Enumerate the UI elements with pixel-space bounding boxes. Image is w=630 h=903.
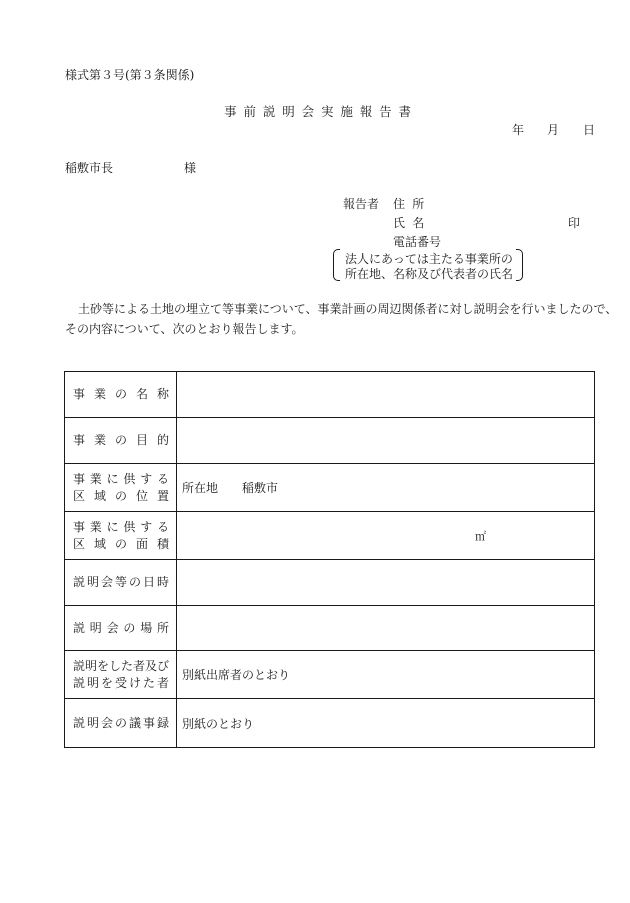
table-row — [65, 606, 595, 651]
date-month-label: 月 — [547, 123, 560, 137]
body-text-line2: その内容について、次のとおり報告します。 — [65, 322, 304, 336]
attendees-field[interactable]: 別紙出席者のとおり — [177, 651, 595, 699]
table-row — [65, 418, 595, 464]
reporter-label: 報告者 — [343, 197, 380, 211]
row-label-meeting-datetime: 説明会等の日時 — [65, 560, 177, 606]
date-year-label: 年 — [512, 123, 525, 137]
reporter-phone-label: 電話番号 — [393, 235, 442, 249]
area-location-field[interactable] — [177, 464, 595, 512]
table-row — [65, 651, 595, 699]
row-label-project-name: 事業の名称 — [65, 372, 177, 418]
area-size-field[interactable] — [177, 512, 595, 560]
left-bracket — [333, 249, 340, 281]
row-label-minutes: 説明会の議事録 — [65, 699, 177, 748]
table-row — [65, 464, 595, 512]
reporter-name-label: 氏名 — [393, 216, 432, 230]
document-title: 事前説明会実施報告書 — [224, 104, 418, 119]
table-row — [65, 512, 595, 560]
location-city: 稲敷市 — [242, 481, 279, 495]
table-row — [65, 699, 595, 748]
form-number: 様式第３号(第３条関係) — [65, 68, 195, 82]
square-meter-unit: ㎡ — [475, 529, 486, 543]
row-label-attendees: 説明をした者及び 説明を受けた者 — [65, 651, 177, 699]
row-label-project-purpose: 事業の目的 — [65, 418, 177, 464]
seal-mark: 印 — [568, 216, 581, 230]
project-purpose-field[interactable] — [177, 418, 595, 464]
report-table — [64, 371, 595, 748]
right-bracket — [516, 249, 523, 281]
reporter-address-label: 住所 — [393, 197, 432, 211]
minutes-field[interactable]: 別紙のとおり — [177, 699, 595, 748]
table-row — [65, 372, 595, 418]
addressee-name: 稲敷市長 — [65, 161, 114, 175]
date-day-label: 日 — [583, 123, 596, 137]
addressee-honorific: 様 — [184, 161, 197, 175]
location-prefix: 所在地 — [182, 481, 219, 495]
row-label-area-location: 事業に供する 区域の位置 — [65, 464, 177, 512]
row-label-area-size: 事業に供する 区域の面積 — [65, 512, 177, 560]
table-row — [65, 560, 595, 606]
body-text-line1: 土砂等による土地の埋立て等事業について、事業計画の周辺関係者に対し説明会を行いましたので、 — [78, 302, 618, 316]
project-name-field[interactable] — [177, 372, 595, 418]
corporate-note-line1: 法人にあっては主たる事業所の — [345, 252, 513, 266]
row-label-meeting-place: 説明会の場所 — [65, 606, 177, 651]
corporate-note-line2: 所在地、名称及び代表者の氏名 — [345, 267, 514, 281]
meeting-place-field[interactable] — [177, 606, 595, 651]
meeting-datetime-field[interactable] — [177, 560, 595, 606]
